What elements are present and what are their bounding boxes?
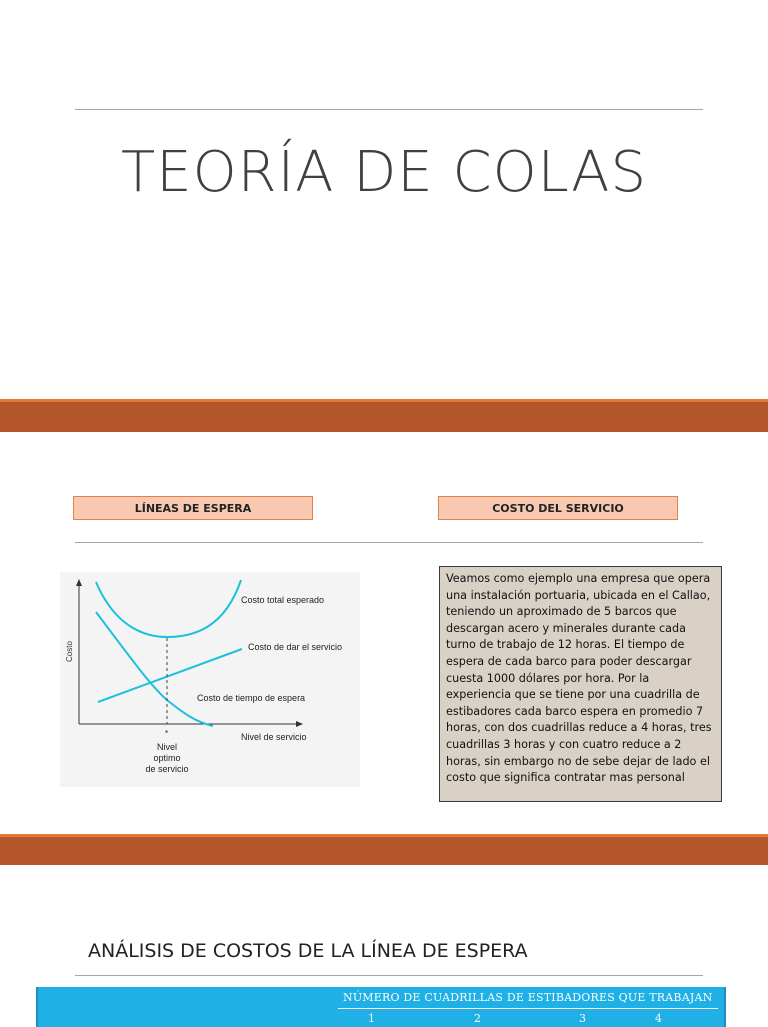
total-cost-label: Costo total esperado (241, 595, 325, 605)
x-axis-arrow (296, 721, 303, 727)
cost-chart (60, 572, 360, 787)
table-col-3: 3 (579, 1012, 586, 1025)
table-col-1: 1 (368, 1012, 375, 1025)
waiting-cost-curve (96, 612, 213, 726)
cost-chart-svg (60, 572, 360, 787)
y-axis-label: Costo (65, 641, 74, 662)
tag-costo-del-servicio: COSTO DEL SERVICIO (438, 496, 678, 520)
table-col-4: 4 (655, 1012, 662, 1025)
optimum-label-2: optimo (153, 753, 181, 763)
title-top-rule (75, 109, 703, 110)
section-title: ANÁLISIS DE COSTOS DE LA LÍNEA DE ESPERA (88, 940, 528, 962)
section-rule (75, 542, 703, 543)
x-axis-label: Nivel de servicio (241, 732, 307, 742)
table-col-2: 2 (474, 1012, 481, 1025)
waiting-cost-label: Costo de tiempo de espera (197, 693, 306, 703)
cost-table (36, 987, 726, 1027)
section-title-rule (75, 975, 703, 976)
total-cost-curve (96, 580, 241, 637)
slide-divider-band-2 (0, 834, 768, 865)
optimum-label-1: Nivel (156, 742, 178, 752)
example-paragraph: Veamos como ejemplo una empresa que opera una instalación portuaria, ubicada en el Callao, teniendo un aproximado de 5 barcos que descargan acero y minerales durante cada turno de trabajo de 12 horas. El tiempo de espera de cada barco para poder descargar cuesta 1000 dólares por hora. Por la experiencia que se tiene por una cuadrilla de estibadores cada barco espera en promedio 7 horas, con dos cuadrillas reduce a 4 horas, tres cuadrillas 3 horas y con cuatro reduce a 2 horas, sin embargo no de sebe dejar de lado el costo que significa contratar mas personal (439, 566, 722, 802)
slide-divider-band (0, 399, 768, 432)
service-cost-label: Costo de dar el servicio (248, 642, 343, 652)
optimum-mark: * (165, 729, 169, 738)
y-axis-arrow (76, 579, 82, 586)
table-header: NÚMERO DE CUADRILLAS DE ESTIBADORES QUE TRABAJAN (343, 991, 713, 1004)
table-header-rule (338, 1008, 718, 1009)
tag-lineas-de-espera: LÍNEAS DE ESPERA (73, 496, 313, 520)
optimum-label-3: de servicio (145, 764, 189, 774)
slide-title: TEORÍA DE COLAS (120, 140, 648, 205)
